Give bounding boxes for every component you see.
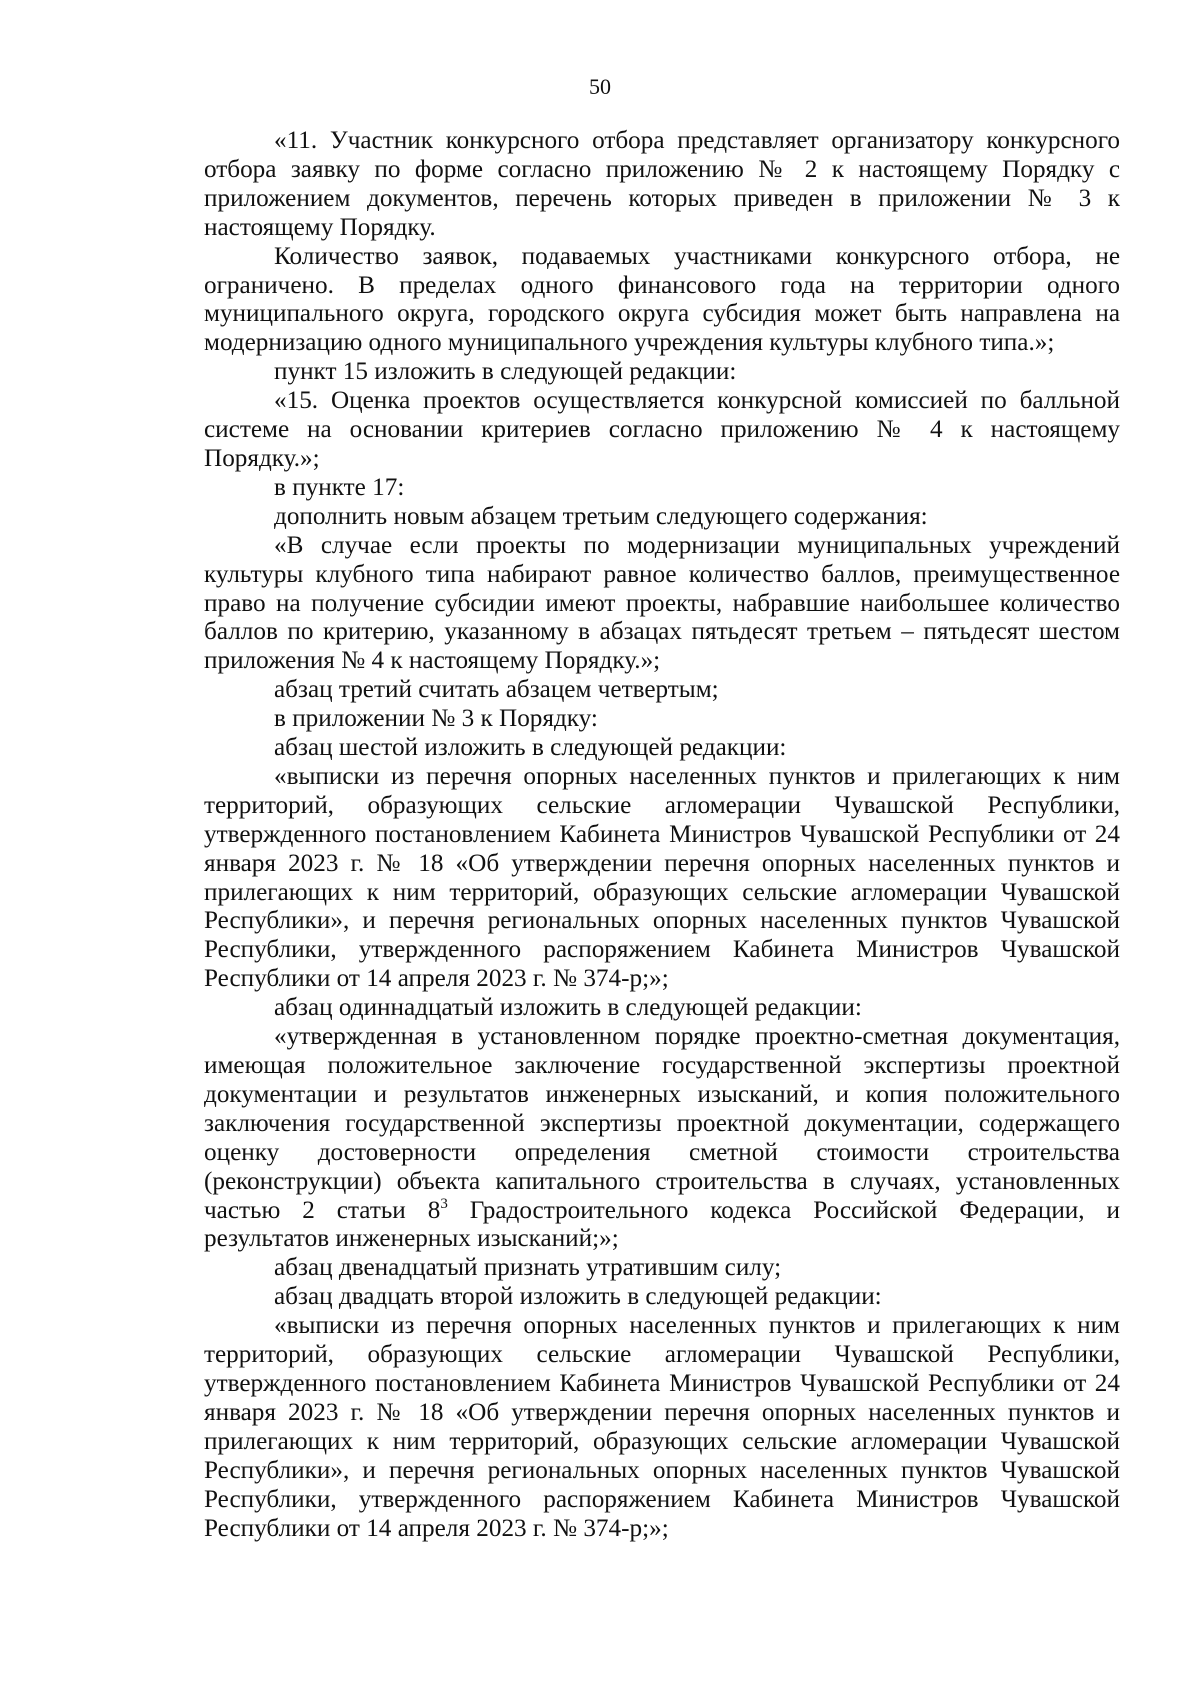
- paragraph-item-11: «11. Участник конкурсного отбора представляет организатору конкурсного отбора заявку по форме согласно приложению № 2 к настоящему Порядку с приложением документов, перечень которых приведен в приложении № 3 к настоящему Порядку.: [204, 127, 1120, 241]
- paragraph-extract-list-2: «выписки из перечня опорных населенных пунктов и прилегающих к ним территорий, образующих сельские агломерации Чувашской Республики, утвержденного постановлением Кабинета Министров Чувашской Республики от 24 января 2023 г. № 18 «Об утверждении перечня опорных населенных пунктов и прилегающих к ним территорий, образующих сельские агломерации Чувашской Республики», и перечня региональных опорных населенных пунктов Чувашской Республики, утвержденного распоряжением Кабинета Министров Чувашской Республики от 14 апреля 2023 г. № 374-р;»;: [204, 1312, 1120, 1542]
- paragraph-design-documentation: [204, 1023, 1120, 1254]
- paragraph-instruction-item-15: пункт 15 изложить в следующей редакции:: [274, 358, 737, 386]
- paragraph-instruction-twelfth: абзац двенадцатый признать утратившим силу;: [274, 1254, 782, 1282]
- superscript-3: 3: [440, 1195, 448, 1212]
- paragraph-extract-list-1: «выписки из перечня опорных населенных пунктов и прилегающих к ним территорий, образующих сельские агломерации Чувашской Республики, утвержденного постановлением Кабинета Министров Чувашской Республики от 24 января 2023 г. № 18 «Об утверждении перечня опорных населенных пунктов и прилегающих к ним территорий, образующих сельские агломерации Чувашской Республики», и перечня региональных опорных населенных пунктов Чувашской Республики, утвержденного распоряжением Кабинета Министров Чувашской Республики от 14 апреля 2023 г. № 374-р;»;: [204, 762, 1120, 993]
- paragraph-instruction-appendix-3: в приложении № 3 к Порядку:: [274, 705, 598, 733]
- paragraph-instruction-renumber: абзац третий считать абзацем четвертым;: [274, 676, 719, 704]
- paragraph-instruction-eleventh: абзац одиннадцатый изложить в следующей редакции:: [274, 994, 862, 1022]
- paragraph-instruction-twenty-second: абзац двадцать второй изложить в следующей редакции:: [274, 1283, 882, 1311]
- document-body: [204, 127, 1120, 1543]
- paragraph-instruction-sixth: абзац шестой изложить в следующей редакции:: [274, 734, 787, 762]
- design-doc-text-start: «утвержденная в установленном порядке проектно-сметная документация, имеющая положительное заключение государственной экспертизы проектной документации и результатов инженерных изысканий, и копия положительного заключения государственной экспертизы проектной документации, содержащего оценку достоверности определения сметной стоимости строительства (реконструкции) объекта капитального строительства в случаях, установленных частью 2 статьи 8: [204, 1023, 1120, 1224]
- paragraph-equal-points: «В случае если проекты по модернизации муниципальных учреждений культуры клубного типа набирают равное количество баллов, преимущественное право на получение субсидии имеют проекты, набравшие наибольшее количество баллов по критерию, указанному в абзацах пятьдесят третьем – пятьдесят шестом приложения № 4 к настоящему Порядку.»;: [204, 531, 1120, 675]
- page-number: 50: [589, 74, 611, 99]
- design-doc-text-end: Градостроительного кодекса Российской Федерации, и результатов инженерных изысканий;»;: [204, 1196, 1120, 1253]
- paragraph-item-15: «15. Оценка проектов осуществляется конкурсной комиссией по балльной системе на основании критериев согласно приложению № 4 к настоящему Порядку.»;: [204, 387, 1120, 472]
- paragraph-instruction-item-17: в пункте 17:: [274, 473, 405, 501]
- paragraph-applications-count: Количество заявок, подаваемых участниками конкурсного отбора, не ограничено. В пределах одного финансового года на территории одного муниципального округа, городского округа субсидия может быть направлена на модернизацию одного муниципального учреждения культуры клубного типа.»;: [204, 242, 1120, 357]
- paragraph-instruction-add-third: дополнить новым абзацем третьим следующего содержания:: [274, 502, 928, 530]
